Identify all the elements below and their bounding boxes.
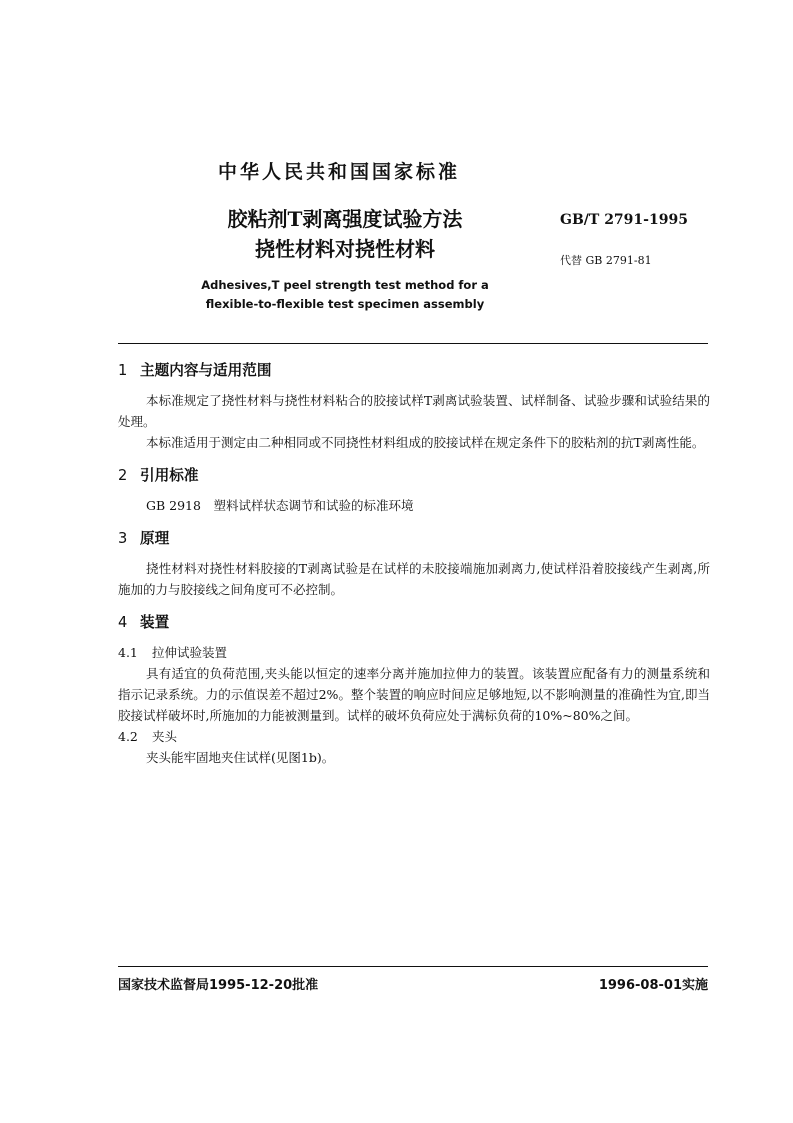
header-divider <box>118 343 708 344</box>
section-title: 引用标准 <box>140 467 199 484</box>
section-number: 4 <box>118 614 128 631</box>
section-heading <box>118 465 710 486</box>
normative-reference: GB 2918 塑料试样状态调节和试验的标准环境 <box>146 498 414 513</box>
footer-divider <box>118 966 708 967</box>
english-title <box>200 276 490 314</box>
section-number: 2 <box>118 467 128 484</box>
chinese-title-line1: 胶粘剂T剥离强度试验方法 <box>227 207 463 231</box>
section-title: 原理 <box>140 530 170 547</box>
implementation-date: 1996-08-01实施 <box>598 978 708 993</box>
section-heading <box>118 612 710 633</box>
section-title: 主题内容与适用范围 <box>140 362 272 379</box>
replaces-note: 代替 GB 2791-81 <box>560 254 652 267</box>
english-title-line2: flexible-to-flexible test specimen assembly <box>205 297 485 311</box>
subsection-heading <box>118 642 710 663</box>
paragraph: 本标准适用于测定由二种相同或不同挠性材料组成的胶接试样在规定条件下的胶粘剂的抗T剥离性能。 <box>146 435 705 450</box>
document-body <box>118 360 710 768</box>
approval-date: 国家技术监督局1995-12-20批准 <box>118 978 319 993</box>
section-number: 1 <box>118 362 128 379</box>
section-heading <box>118 360 710 381</box>
subsection-number: 4.1 <box>118 645 138 660</box>
section-title: 装置 <box>140 614 170 631</box>
paragraph: 挠性材料对挠性材料胶接的T剥离试验是在试样的未胶接端施加剥离力,使试样沿着胶接线产生剥离,所施加的力与胶接线之间角度可不必控制。 <box>118 561 710 597</box>
national-standard-heading: 中华人民共和国国家标准 <box>218 161 461 183</box>
paragraph: 具有适宜的负荷范围,夹头能以恒定的速率分离并施加拉伸力的装置。该装置应配备有力的测量系统和指示记录系统。力的示值误差不超过2%。整个装置的响应时间应足够地短,以不影响测量的准确性为宜,即当胶接试样破坏时,所施加的力能被测量到。试样的破坏负荷应处于满标负荷的10%~80%之间。 <box>118 666 710 723</box>
standard-number: GB/T 2791-1995 <box>560 212 688 228</box>
chinese-title-line2: 挠性材料对挠性材料 <box>255 237 435 261</box>
paragraph: 夹头能牢固地夹住试样(见图1b)。 <box>146 750 335 765</box>
subsection-title: 拉伸试验装置 <box>152 645 228 660</box>
subsection-title: 夹头 <box>152 729 178 744</box>
section-heading <box>118 528 710 549</box>
english-title-line1: Adhesives,T peel strength test method for a <box>201 278 489 292</box>
section-number: 3 <box>118 530 128 547</box>
chinese-title <box>220 204 470 264</box>
subsection-heading <box>118 726 710 747</box>
paragraph: 本标准规定了挠性材料与挠性材料粘合的胶接试样T剥离试验装置、试样制备、试验步骤和试验结果的处理。 <box>118 393 710 429</box>
subsection-number: 4.2 <box>118 729 138 744</box>
